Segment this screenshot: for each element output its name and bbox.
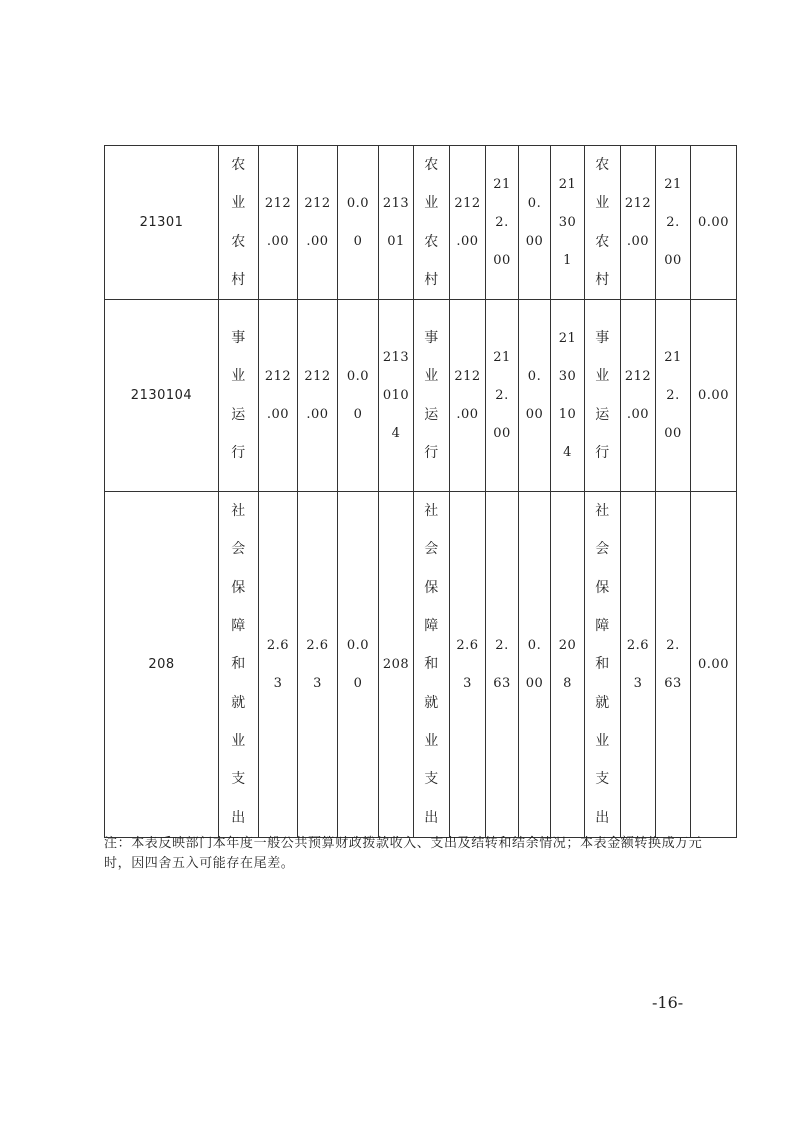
cell-text-line: 事 bbox=[231, 330, 246, 347]
cell-text-line: 212 bbox=[624, 368, 652, 384]
cell-text-line: 0 bbox=[353, 675, 363, 691]
table-cell-name2 bbox=[414, 146, 450, 300]
cell-text: 2130104 bbox=[130, 388, 193, 404]
cell-text-line: 63 bbox=[664, 675, 682, 691]
cell-text-line: 2. bbox=[666, 387, 680, 403]
table-cell-code3 bbox=[551, 146, 585, 300]
cell-text-line: 障 bbox=[595, 618, 610, 635]
table-cell-c5 bbox=[338, 492, 379, 838]
cell-text-line: 社 bbox=[231, 503, 246, 520]
table-cell-code3 bbox=[551, 492, 585, 838]
cell-text-line: 0.0 bbox=[346, 195, 370, 211]
cell-text-line: 0. bbox=[527, 195, 542, 211]
cell-text-line: 保 bbox=[231, 579, 246, 596]
cell-text-line: 0 bbox=[353, 233, 363, 249]
cell-text-line: 213 bbox=[382, 195, 410, 211]
cell-text-line: 出 bbox=[595, 809, 610, 826]
table-row bbox=[105, 492, 737, 838]
cell-text-line: 事 bbox=[424, 330, 439, 347]
cell-text-line: 212 bbox=[304, 195, 331, 211]
cell-text-line: 农 bbox=[424, 233, 439, 250]
table-cell-c8 bbox=[450, 492, 486, 838]
cell-text-line: 3 bbox=[313, 675, 322, 691]
cell-text-line: 212 bbox=[304, 368, 331, 384]
cell-text-line: 00 bbox=[493, 252, 511, 268]
table-cell-c9 bbox=[486, 300, 519, 492]
cell-text-line: .00 bbox=[626, 233, 650, 249]
cell-text-line: 业 bbox=[231, 195, 246, 212]
table-cell-c13 bbox=[621, 300, 656, 492]
cell-text-line: 212 bbox=[264, 195, 292, 211]
cell-text-line: 00 bbox=[525, 233, 544, 249]
table-cell-c10 bbox=[519, 300, 551, 492]
table-cell-code2 bbox=[379, 300, 414, 492]
cell-text-line: 运 bbox=[424, 406, 439, 423]
cell-text-line: 00 bbox=[664, 252, 682, 268]
cell-text-line: 4 bbox=[563, 444, 572, 460]
cell-text-line: 保 bbox=[595, 579, 610, 596]
cell-text-line: 212 bbox=[264, 368, 292, 384]
cell-text-line: 运 bbox=[231, 406, 246, 423]
cell-text-line: 21 bbox=[558, 330, 577, 346]
cell-text-line: 3 bbox=[273, 675, 283, 691]
cell-text-line: 行 bbox=[231, 444, 246, 461]
table-cell-code2 bbox=[379, 492, 414, 838]
cell-text-line: 和 bbox=[595, 656, 610, 673]
cell-text-line: 212 bbox=[624, 195, 652, 211]
table-cell-c3 bbox=[259, 492, 298, 838]
cell-text-line: 业 bbox=[231, 368, 246, 385]
cell-text-line: 00 bbox=[525, 675, 544, 691]
cell-text-line: 1 bbox=[563, 252, 572, 268]
cell-text-line: 2. bbox=[666, 637, 680, 653]
cell-text-line: 和 bbox=[231, 656, 246, 673]
cell-text-line: 支 bbox=[595, 771, 610, 788]
table-cell-name bbox=[219, 492, 259, 838]
cell-text-line: .00 bbox=[266, 406, 290, 422]
cell-text-line: 21 bbox=[664, 176, 682, 192]
cell-text: 208 bbox=[148, 657, 175, 673]
cell-text-line: 就 bbox=[231, 694, 246, 711]
cell-text: 21301 bbox=[139, 215, 184, 231]
cell-text-line: 0.00 bbox=[698, 214, 729, 230]
budget-table bbox=[104, 145, 737, 838]
cell-text-line: 010 bbox=[382, 387, 410, 403]
cell-text-line: 会 bbox=[231, 541, 246, 558]
cell-text-line: 0.0 bbox=[346, 368, 370, 384]
cell-text-line: 事 bbox=[595, 330, 610, 347]
table-cell-code2 bbox=[379, 146, 414, 300]
table-cell-name2 bbox=[414, 492, 450, 838]
cell-text-line: 业 bbox=[424, 732, 439, 749]
cell-text-line: 障 bbox=[231, 618, 246, 635]
cell-text-line: 2. bbox=[495, 214, 509, 230]
cell-text-line: 30 bbox=[558, 214, 577, 230]
cell-text-line: 出 bbox=[424, 809, 439, 826]
table-cell-name3 bbox=[585, 492, 621, 838]
cell-text-line: 2.6 bbox=[266, 637, 290, 653]
cell-text-line: 业 bbox=[595, 195, 610, 212]
cell-text-line: 村 bbox=[595, 271, 610, 288]
table-cell-c5 bbox=[338, 300, 379, 492]
table-row bbox=[105, 146, 737, 300]
table-cell-name3 bbox=[585, 300, 621, 492]
table-cell-c3 bbox=[259, 146, 298, 300]
cell-text-line: .00 bbox=[306, 406, 329, 422]
cell-text-line: 21 bbox=[558, 176, 577, 192]
table-cell-c4 bbox=[298, 300, 338, 492]
cell-text-line: 21 bbox=[664, 349, 682, 365]
cell-text-line: 01 bbox=[387, 233, 405, 249]
table-cell-c9 bbox=[486, 492, 519, 838]
cell-text-line: .00 bbox=[456, 406, 479, 422]
table-cell-c4 bbox=[298, 492, 338, 838]
cell-text-line: 会 bbox=[595, 541, 610, 558]
cell-text-line: 0. bbox=[527, 637, 542, 653]
cell-text-line: 3 bbox=[633, 675, 643, 691]
cell-text-line: 4 bbox=[391, 425, 401, 441]
cell-text-line: 社 bbox=[595, 503, 610, 520]
table-cell-c15 bbox=[691, 146, 737, 300]
table-cell-c8 bbox=[450, 146, 486, 300]
cell-text-line: 2.6 bbox=[626, 637, 650, 653]
table-cell-c14 bbox=[656, 492, 691, 838]
cell-text-line: 212 bbox=[454, 195, 481, 211]
cell-text-line: 业 bbox=[424, 195, 439, 212]
cell-text-line: 业 bbox=[231, 732, 246, 749]
cell-text-line: .00 bbox=[456, 233, 479, 249]
page-number: -16- bbox=[652, 993, 684, 1012]
cell-text-line: 行 bbox=[424, 444, 439, 461]
cell-text-line: 就 bbox=[595, 694, 610, 711]
cell-text-line: 保 bbox=[424, 579, 439, 596]
cell-text-line: 21 bbox=[493, 349, 511, 365]
cell-text-line: 0.00 bbox=[698, 656, 729, 672]
cell-text-line: 10 bbox=[558, 406, 577, 422]
cell-text-line: 出 bbox=[231, 809, 246, 826]
cell-text-line: 21 bbox=[493, 176, 511, 192]
cell-text-line: 63 bbox=[493, 675, 511, 691]
table-cell-name bbox=[219, 146, 259, 300]
cell-text-line: 运 bbox=[595, 406, 610, 423]
cell-text-line: 3 bbox=[463, 675, 472, 691]
table-cell-name3 bbox=[585, 146, 621, 300]
table-cell-name2 bbox=[414, 300, 450, 492]
cell-text-line: 0.00 bbox=[698, 387, 729, 403]
cell-text-line: 30 bbox=[558, 368, 577, 384]
cell-text-line: 村 bbox=[424, 271, 439, 288]
table-cell-code bbox=[105, 300, 219, 492]
cell-text-line: 和 bbox=[424, 656, 439, 673]
cell-text-line: .00 bbox=[626, 406, 650, 422]
cell-text-line: 社 bbox=[424, 503, 439, 520]
cell-text-line: 障 bbox=[424, 618, 439, 635]
cell-text-line: 2. bbox=[495, 637, 509, 653]
cell-text-line: 0.0 bbox=[346, 637, 370, 653]
cell-text-line: 会 bbox=[424, 541, 439, 558]
cell-text-line: 支 bbox=[424, 771, 439, 788]
cell-text-line: 农 bbox=[231, 233, 246, 250]
table-cell-c10 bbox=[519, 492, 551, 838]
table-cell-c9 bbox=[486, 146, 519, 300]
cell-text-line: 208 bbox=[382, 656, 410, 672]
table-cell-c15 bbox=[691, 492, 737, 838]
cell-text-line: .00 bbox=[266, 233, 290, 249]
cell-text-line: 2. bbox=[495, 387, 509, 403]
cell-text-line: 业 bbox=[595, 368, 610, 385]
cell-text-line: 00 bbox=[664, 425, 682, 441]
cell-text-line: 212 bbox=[454, 368, 481, 384]
cell-text-line: 业 bbox=[424, 368, 439, 385]
table-cell-c8 bbox=[450, 300, 486, 492]
cell-text-line: 0 bbox=[353, 406, 363, 422]
table-cell-c10 bbox=[519, 146, 551, 300]
table-cell-c13 bbox=[621, 492, 656, 838]
cell-text-line: 20 bbox=[558, 637, 577, 653]
table-cell-c13 bbox=[621, 146, 656, 300]
cell-text-line: 农 bbox=[595, 157, 610, 173]
table-row bbox=[105, 300, 737, 492]
cell-text-line: 213 bbox=[382, 349, 410, 365]
cell-text-line: 支 bbox=[231, 771, 246, 788]
table-cell-code3 bbox=[551, 300, 585, 492]
cell-text-line: 农 bbox=[424, 157, 439, 173]
cell-text-line: 2. bbox=[666, 214, 680, 230]
cell-text-line: 2.6 bbox=[306, 637, 329, 653]
cell-text-line: 就 bbox=[424, 694, 439, 711]
table-cell-c15 bbox=[691, 300, 737, 492]
cell-text-line: 村 bbox=[231, 271, 246, 288]
table-cell-c14 bbox=[656, 300, 691, 492]
cell-text-line: 00 bbox=[525, 406, 544, 422]
table-cell-code bbox=[105, 146, 219, 300]
cell-text-line: 8 bbox=[563, 675, 572, 691]
cell-text-line: 农 bbox=[595, 233, 610, 250]
cell-text-line: 00 bbox=[493, 425, 511, 441]
cell-text-line: .00 bbox=[306, 233, 329, 249]
table-cell-c5 bbox=[338, 146, 379, 300]
table-cell-code bbox=[105, 492, 219, 838]
cell-text-line: 行 bbox=[595, 444, 610, 461]
table-cell-c3 bbox=[259, 300, 298, 492]
cell-text-line: 业 bbox=[595, 732, 610, 749]
cell-text-line: 2.6 bbox=[456, 637, 479, 653]
table-cell-c14 bbox=[656, 146, 691, 300]
table-cell-name bbox=[219, 300, 259, 492]
cell-text-line: 农 bbox=[231, 157, 246, 173]
table-footnote: 注：本表反映部门本年度一般公共预算财政拨款收入、支出及结转和结余情况；本表金额转换成万元时，因四舍五入可能存在尾差。 bbox=[104, 836, 703, 871]
table-cell-c4 bbox=[298, 146, 338, 300]
cell-text-line: 0. bbox=[527, 368, 542, 384]
